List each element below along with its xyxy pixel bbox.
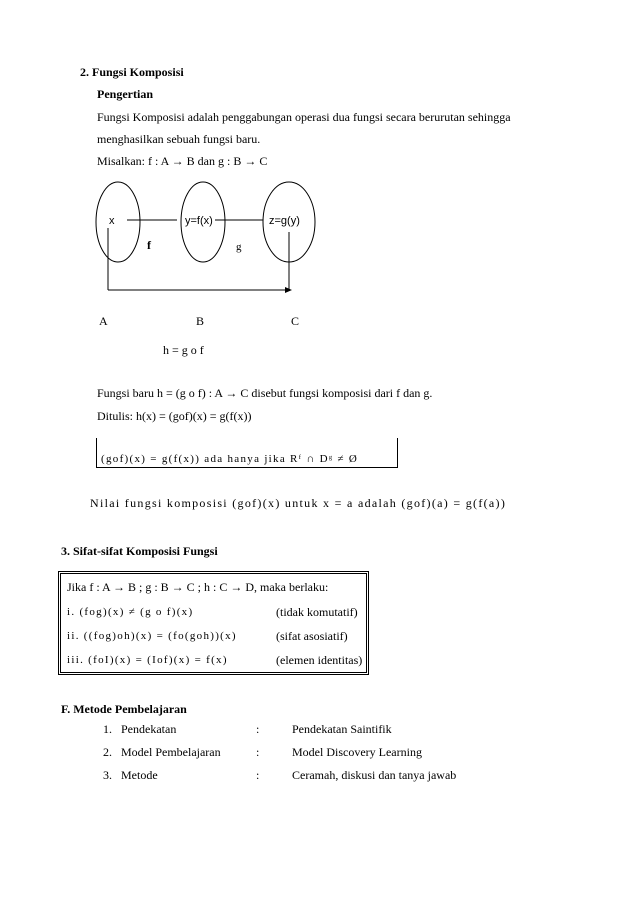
element-y: y=f(x) [185, 215, 213, 227]
set-c-label: C [291, 314, 300, 328]
definition-line-1: Fungsi Komposisi adalah penggabungan operasi dua fungsi secara berurutan sehingga [97, 110, 511, 124]
element-x: x [109, 215, 115, 227]
list-item-label: Model Pembelajaran [121, 745, 221, 759]
example-line: Misalkan: f : A → B dan g : B → C [97, 154, 268, 168]
subheading-pengertian: Pengertian [97, 87, 153, 101]
property-formula: iii. (foI)(x) = (Iof)(x) = f(x) [67, 654, 228, 666]
properties-box [58, 571, 369, 675]
list-item-colon: : [256, 722, 260, 736]
condition-formula: (gof)(x) = g(f(x)) ada hanya jika Rᶠ ∩ Dᵍ ≠ Ø [101, 453, 359, 465]
map-f-label: f [147, 238, 151, 252]
element-z: z=g(y) [269, 215, 300, 227]
new-function-text: Fungsi baru h = (g o f) : A → C disebut fungsi komposisi dari f dan g. [97, 386, 433, 400]
properties-intro: Jika f : A → B ; g : B → C ; h : C → D, maka berlaku: [67, 580, 329, 594]
property-note: (elemen identitas) [276, 653, 363, 667]
list-item-number: 2. [103, 745, 112, 759]
list-item-label: Pendekatan [121, 722, 177, 736]
property-formula: ii. ((fog)oh)(x) = (fo(goh))(x) [67, 630, 237, 642]
list-item-label: Metode [121, 768, 158, 782]
h-definition: h = g o f [163, 343, 204, 357]
property-note: (tidak komutatif) [276, 605, 358, 619]
written-formula: Ditulis: h(x) = (gof)(x) = g(f(x)) [97, 409, 252, 423]
definition-line-2: menghasilkan sebuah fungsi baru. [97, 132, 261, 146]
section-f-heading: F. Metode Pembelajaran [61, 702, 187, 716]
list-item-value: Pendekatan Saintifik [292, 722, 392, 736]
set-a-ellipse [96, 182, 140, 262]
set-b-label: B [196, 314, 205, 328]
list-item-number: 1. [103, 722, 112, 736]
list-item-value: Model Discovery Learning [292, 745, 422, 759]
list-item-colon: : [256, 745, 260, 759]
list-item-value: Ceramah, diskusi dan tanya jawab [292, 768, 457, 782]
condition-box [96, 438, 398, 468]
list-item-number: 3. [103, 768, 112, 782]
section-2-heading: 2. Fungsi Komposisi [80, 65, 184, 79]
set-a-label: A [99, 314, 108, 328]
value-statement: Nilai fungsi komposisi (gof)(x) untuk x = a adalah (gof)(a) = g(f(a)) [90, 496, 507, 510]
list-item-colon: : [256, 768, 260, 782]
section-3-heading: 3. Sifat-sifat Komposisi Fungsi [61, 544, 218, 558]
property-formula: i. (fog)(x) ≠ (g o f)(x) [67, 606, 194, 618]
map-g-label: g [236, 241, 242, 253]
property-note: (sifat asosiatif) [276, 629, 348, 643]
